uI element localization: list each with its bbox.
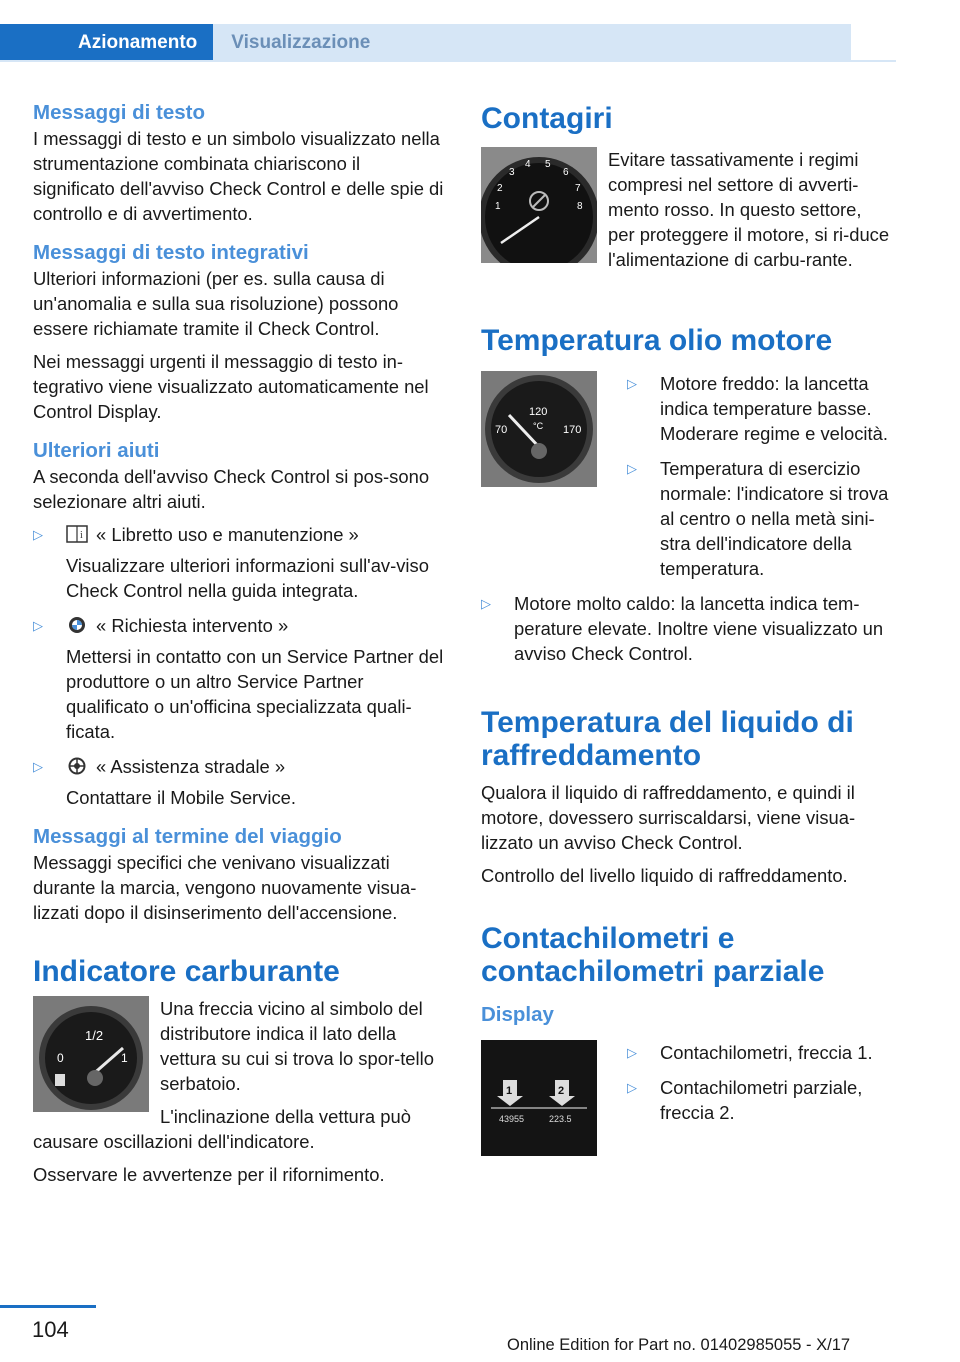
odo-item-text: Contachilometri, freccia 1. xyxy=(660,1042,873,1063)
svg-text:i: i xyxy=(80,530,83,541)
list-item xyxy=(33,613,445,744)
bullet-triangle-icon: ▷ xyxy=(627,1045,637,1060)
rev-counter-image xyxy=(481,147,597,263)
para-fine-viaggio: Messaggi specifici che venivano visualizzati durante la marcia, vengono nuovamente visua-lizzati dopo il disinserimento dell'accensione. xyxy=(33,852,417,923)
para-integrativi-1: Ulteriori informazioni (per es. sulla causa di un'anomalia e sulla sua risoluzione) possono essere richiamate tramite il Check Control. xyxy=(33,268,399,339)
oil-label-170: 170 xyxy=(563,424,582,436)
bullet-triangle-icon: ▷ xyxy=(627,1080,637,1095)
bullet-triangle-icon: ▷ xyxy=(627,376,637,391)
roadside-assistance-icon xyxy=(66,756,88,774)
page-number: 104 xyxy=(32,1317,69,1342)
right-column xyxy=(481,100,893,1160)
rev-label-1: 1 xyxy=(495,201,501,212)
heading-ulteriori-aiuti: Ulteriori aiuti xyxy=(33,439,160,462)
heading-messaggi-integrativi: Messaggi di testo integrativi xyxy=(33,241,309,264)
trip-value: 223.5 xyxy=(549,1114,572,1124)
para-integrativi-2: Nei messaggi urgenti il messaggio di testo in-tegrativo viene visualizzato automaticamente nel Control Display. xyxy=(33,351,429,422)
header-rule xyxy=(0,60,896,62)
help-item-desc: Mettersi in contatto con un Service Partner del produttore o un altro Service Partner qualificato o un'officina specializzata quali-ficata. xyxy=(66,646,444,742)
list-item xyxy=(627,456,893,581)
bmw-logo-icon xyxy=(66,615,88,633)
help-item-desc: Contattare il Mobile Service. xyxy=(66,787,296,808)
oil-temp-gauge-image xyxy=(481,371,597,487)
heading-contagiri: Contagiri xyxy=(481,102,613,135)
help-item-title: « Libretto uso e manutenzione » xyxy=(96,524,359,545)
oil-item-text: Temperatura di esercizio normale: l'indicatore si trova al centro o nella metà sini-stra dell'indicatore della temperatura. xyxy=(660,458,889,579)
heading-olio-motore: Temperatura olio motore xyxy=(481,324,833,357)
footer-rule xyxy=(0,1305,96,1308)
para-raffreddamento-2: Controllo del livello liquido di raffreddamento. xyxy=(481,865,848,886)
rev-label-4: 4 xyxy=(525,159,531,170)
rev-label-6: 6 xyxy=(563,167,569,178)
para-raffreddamento-1: Qualora il liquido di raffreddamento, e quindi il motore, dovessero surriscaldarsi, viene visua-lizzato un avviso Check Control. xyxy=(481,782,856,853)
list-item xyxy=(33,522,445,603)
odo-value: 43955 xyxy=(499,1114,525,1124)
odo-arrow-1-label: 1 xyxy=(506,1085,513,1097)
help-item-desc: Visualizzare ulteriori informazioni sull'av-viso Check Control nella guida integrata. xyxy=(66,555,429,601)
odo-arrow-2-label: 2 xyxy=(558,1085,565,1097)
fuel-zero-label: 0 xyxy=(57,1051,64,1065)
oil-item-text: Motore molto caldo: la lancetta indica tem-perature elevate. Inoltre viene visualizzato un avviso Check Control. xyxy=(514,593,884,664)
tab-visualizzazione[interactable]: Visualizzazione xyxy=(213,24,851,62)
fuel-half-label: 1/2 xyxy=(85,1028,104,1043)
bullet-triangle-icon: ▷ xyxy=(33,759,43,774)
help-list xyxy=(33,522,445,810)
edition-text: Online Edition for Part no. 01402985055 - X/17 xyxy=(507,1336,851,1354)
odo-list xyxy=(627,1040,893,1125)
para-messaggi-testo: I messaggi di testo e un simbolo visualizzato nella strumentazione combinata chiariscono il significato dell'avviso Check Control e delle spie di controllo e di avvertimento. xyxy=(33,128,444,224)
list-item xyxy=(627,371,893,446)
oil-item-text: Motore freddo: la lancetta indica temperature basse. Moderare regime e velocità. xyxy=(660,373,888,444)
para-contagiri: Evitare tassativamente i regimi compresi nel settore di avverti-mento rosso. In questo settore, per proteggere il motore, si ri-duce l'alimentazione di carbu-rante. xyxy=(608,149,890,270)
bullet-triangle-icon: ▷ xyxy=(627,461,637,476)
heading-liquido-raffreddamento: Temperatura del liquido di raffreddamento xyxy=(481,706,854,772)
left-column xyxy=(33,100,445,1195)
fuel-gauge-image xyxy=(33,996,149,1112)
oil-label-70: 70 xyxy=(495,424,508,436)
para-carburante-1: Una freccia vicino al simbolo del distributore indica il lato della vettura su cui si trova lo spor-tello serbatoio. xyxy=(160,998,434,1094)
para-carburante-2: L'inclinazione della vettura può causare oscillazioni dell'indicatore. xyxy=(33,1106,411,1152)
rev-label-2: 2 xyxy=(497,183,503,194)
odometer-display-image xyxy=(481,1040,597,1156)
list-item xyxy=(481,591,893,666)
help-item-title: « Richiesta intervento » xyxy=(96,615,289,636)
oil-label-120: 120 xyxy=(529,406,548,418)
book-icon xyxy=(66,524,88,542)
list-item xyxy=(627,1075,893,1125)
odo-item-text: Contachilometri parziale, freccia 2. xyxy=(660,1077,863,1123)
rev-label-8: 8 xyxy=(577,201,583,212)
heading-contachilometri: Contachilometri e contachilometri parziale xyxy=(481,922,825,988)
heading-indicatore-carburante: Indicatore carburante xyxy=(33,955,340,988)
bullet-triangle-icon: ▷ xyxy=(481,596,491,611)
help-item-title: « Assistenza stradale » xyxy=(96,756,286,777)
fuel-full-label: 1 xyxy=(121,1051,128,1065)
rev-label-5: 5 xyxy=(545,159,551,170)
list-item xyxy=(33,754,445,810)
oil-list xyxy=(627,371,893,581)
tab-azionamento[interactable]: Azionamento xyxy=(0,24,213,62)
para-carburante-3: Osservare le avvertenze per il rifornimento. xyxy=(33,1164,385,1185)
para-ulteriori-aiuti: A seconda dell'avviso Check Control si pos-sono selezionare altri aiuti. xyxy=(33,466,430,512)
oil-label-unit: °C xyxy=(533,421,544,431)
oil-list-wide xyxy=(481,591,893,666)
heading-display: Display xyxy=(481,1003,554,1026)
rev-label-3: 3 xyxy=(509,167,515,178)
bullet-triangle-icon: ▷ xyxy=(33,527,43,542)
heading-messaggi-testo: Messaggi di testo xyxy=(33,101,206,124)
list-item xyxy=(627,1040,893,1065)
header-tabs xyxy=(0,24,851,62)
rev-label-7: 7 xyxy=(575,183,581,194)
heading-fine-viaggio: Messaggi al termine del viaggio xyxy=(33,825,342,848)
bullet-triangle-icon: ▷ xyxy=(33,618,43,633)
